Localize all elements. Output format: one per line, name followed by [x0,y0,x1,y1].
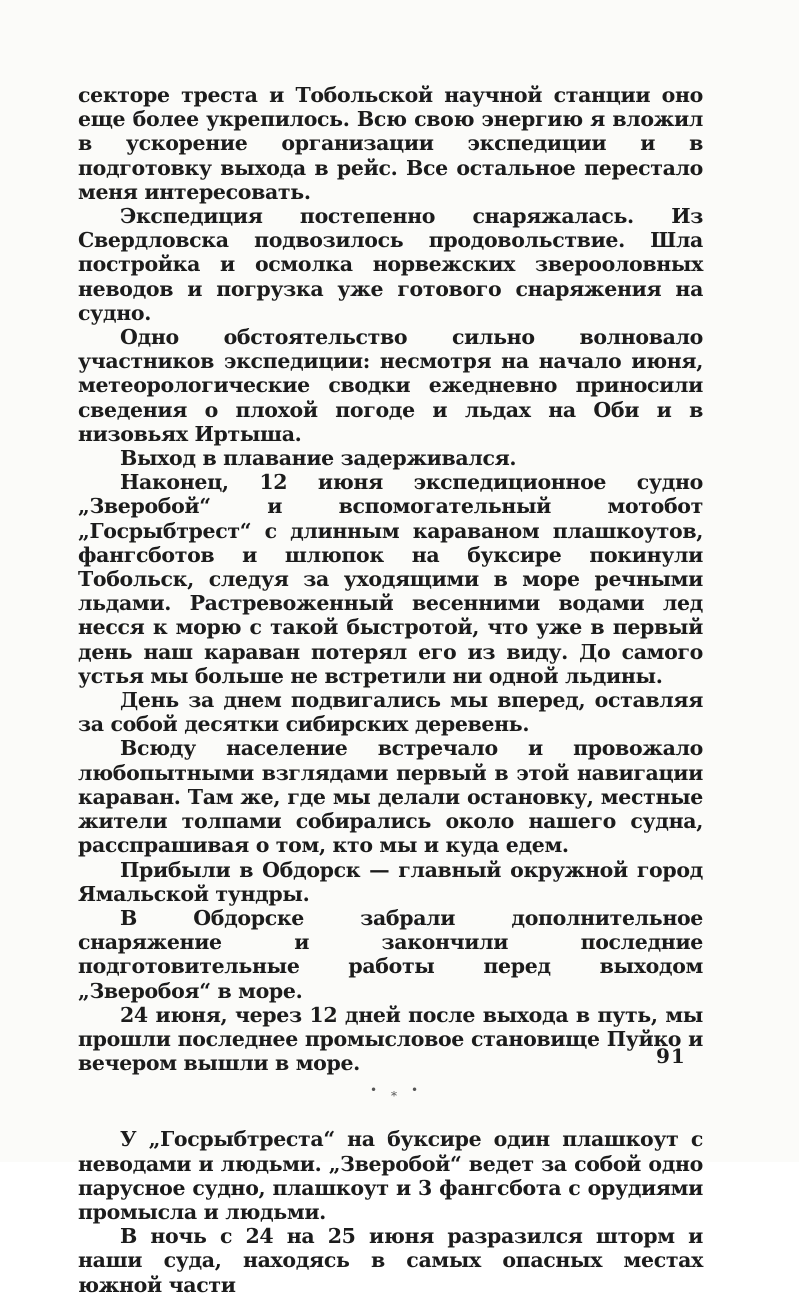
separator-mark: • [370,1083,378,1098]
paragraph: Наконец, 12 июня экспедиционное судно „Зверобой“ и вспомогательный мотобот „Госрыбтрест“ с длинным караваном плашкоутов, фангсботов и шлюпок на буксире покинули Тобольск, следуя за уходящими в море речными льдами. Растревоженный весенними водами лед несся к морю с такой быстротой, что уже в первый день наш караван потерял его из виду. До самого устья мы больше не встретили ни одной льдины. [78,470,703,688]
separator-mark: * [391,1089,397,1104]
separator-mark: • [411,1083,419,1098]
paragraph: 24 июня, через 12 дней после выхода в путь, мы прошли последнее промысловое становище Пуйко и вечером вышли в море. [78,1002,703,1076]
paragraph: секторе треста и Тобольской научной станции оно еще более укрепилось. Всю свою энергию я вложил в ускорение организации экспедиции и в подготовку выхода в рейс. Все остальное перестало меня интересовать. [78,83,703,204]
paragraph: У „Госрыбтреста“ на буксире один плашкоут с неводами и людьми. „Зверобой“ ведет за собой одно парусное судно, плашкоут и 3 фангсбота с орудиями промысла и людьми. [78,1127,703,1224]
body-text [78,83,703,1297]
paragraph: День за днем подвигались мы вперед, оставляя за собой десятки сибирских деревень. [78,688,703,737]
paragraph: Выход в плавание задерживался. [120,446,517,471]
paragraph: Всюду население встречало и провожало любопытными взглядами первый в этой навигации караван. Там же, где мы делали остановку, местные жители толпами собирались около нашего судна, расспрашивая о том, кто мы и куда едем. [78,736,703,858]
paragraph: Прибыли в Обдорск — главный окружной город Ямальской тундры. [78,857,703,906]
section-separator [78,1075,703,1127]
paragraph: Одно обстоятельство сильно волновало участников экспедиции: несмотря на начало июня, метеорологические сводки ежедневно приносили сведения о плохой погоде и льдах на Оби и в низовьях Иртыша. [78,325,703,446]
paragraph: В ночь с 24 на 25 июня разразился шторм и наши суда, находясь в самых опасных местах южной части [78,1224,703,1297]
paragraph: Экспедиция постепенно снаряжалась. Из Свердловска подвозилось продовольствие. Шла постройка и осмолка норвежских зверооловных неводов и погрузка уже готового снаряжения на судно. [78,204,703,325]
paragraph: В Обдорске забрали дополнительное снаряжение и закончили последние подготовительные работы перед выходом „Зверобоя“ в море. [78,905,703,1003]
page-number: 91 [656,1044,686,1068]
